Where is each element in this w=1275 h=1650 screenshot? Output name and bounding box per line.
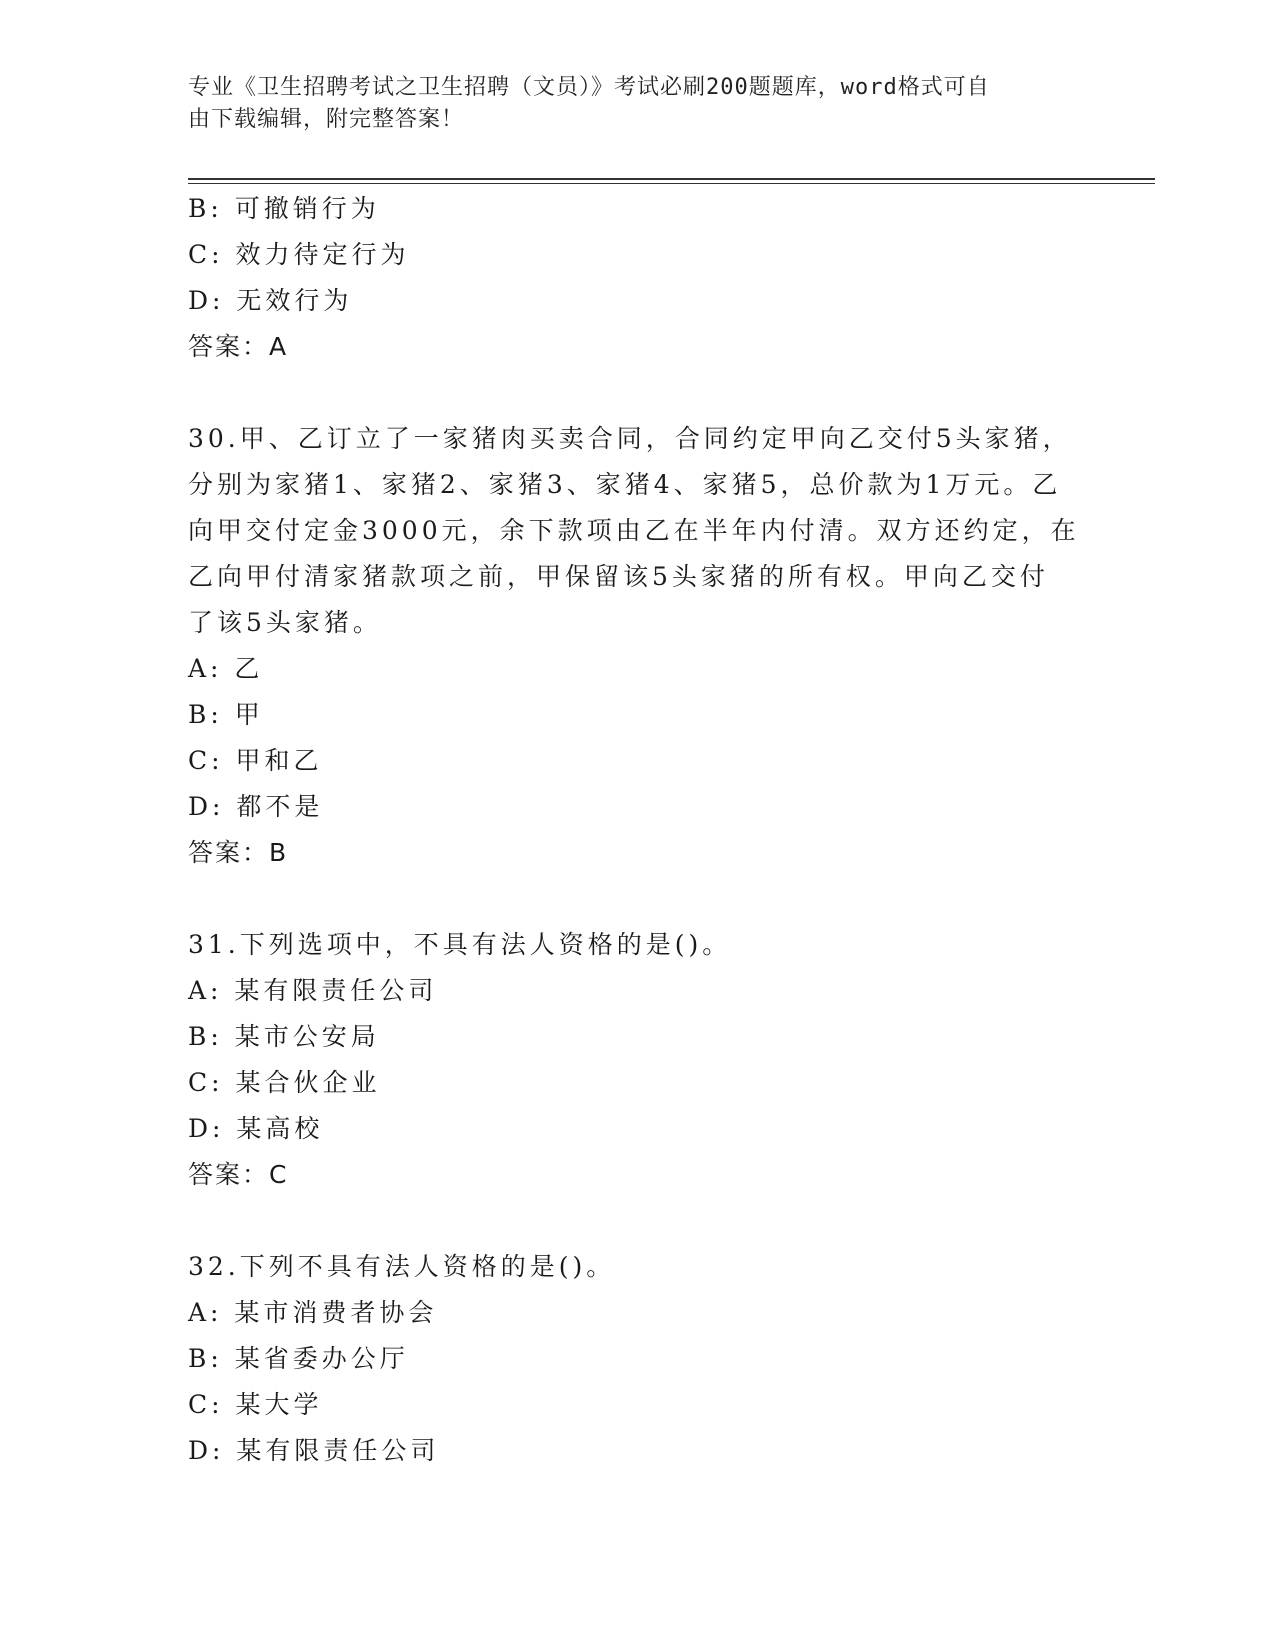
question-stem-line: 向甲交付定金3000元，余下款项由乙在半年内付清。双方还约定，在 — [188, 516, 1080, 545]
question-30 — [188, 416, 1088, 876]
answer-line: 答案：B — [188, 838, 289, 867]
option-b: B: 甲 — [188, 700, 264, 729]
header-title-line-1: 专业《卫生招聘考试之卫生招聘（文员）》考试必刷200题题库，word格式可自 — [188, 75, 990, 100]
option-a: A: 乙 — [188, 654, 264, 683]
question-stem-line: 了该5头家猪。 — [188, 608, 382, 637]
option-b: B: 某省委办公厅 — [188, 1344, 409, 1373]
question-list — [188, 186, 1088, 1474]
spacer — [188, 876, 1088, 922]
question-stem: 31.下列选项中，不具有法人资格的是()。 — [188, 930, 732, 959]
question-32 — [188, 1244, 1088, 1474]
option-b: B: 可撤销行为 — [188, 194, 380, 223]
question-29-continued — [188, 186, 1088, 370]
header-divider-thick — [188, 178, 1155, 180]
option-c: C: 效力待定行为 — [188, 240, 410, 269]
option-d: D: 都不是 — [188, 792, 324, 821]
question-stem-line: 30.甲、乙订立了一家猪肉买卖合同，合同约定甲向乙交付5头家猪， — [188, 424, 1072, 453]
option-a: A: 某市消费者协会 — [188, 1298, 438, 1327]
spacer — [188, 1198, 1088, 1244]
option-d: D: 某有限责任公司 — [188, 1436, 440, 1465]
option-c: C: 某大学 — [188, 1390, 323, 1419]
spacer — [188, 370, 1088, 416]
option-a: A: 某有限责任公司 — [188, 976, 438, 1005]
question-stem-line: 乙向甲付清家猪款项之前，甲保留该5头家猪的所有权。甲向乙交付 — [188, 562, 1049, 591]
question-stem: 32.下列不具有法人资格的是()。 — [188, 1252, 616, 1281]
answer-line: 答案：C — [188, 1160, 289, 1189]
option-c: C: 甲和乙 — [188, 746, 323, 775]
document-header — [188, 72, 1088, 136]
option-b: B: 某市公安局 — [188, 1022, 380, 1051]
option-d: D: 无效行为 — [188, 286, 353, 315]
question-31 — [188, 922, 1088, 1198]
header-divider-thin — [188, 183, 1155, 184]
question-stem-line: 分别为家猪1、家猪2、家猪3、家猪4、家猪5，总价款为1万元。乙 — [188, 470, 1062, 499]
answer-line: 答案：A — [188, 332, 289, 361]
header-title-line-2: 由下载编辑，附完整答案！ — [188, 107, 465, 132]
option-d: D: 某高校 — [188, 1114, 324, 1143]
option-c: C: 某合伙企业 — [188, 1068, 381, 1097]
